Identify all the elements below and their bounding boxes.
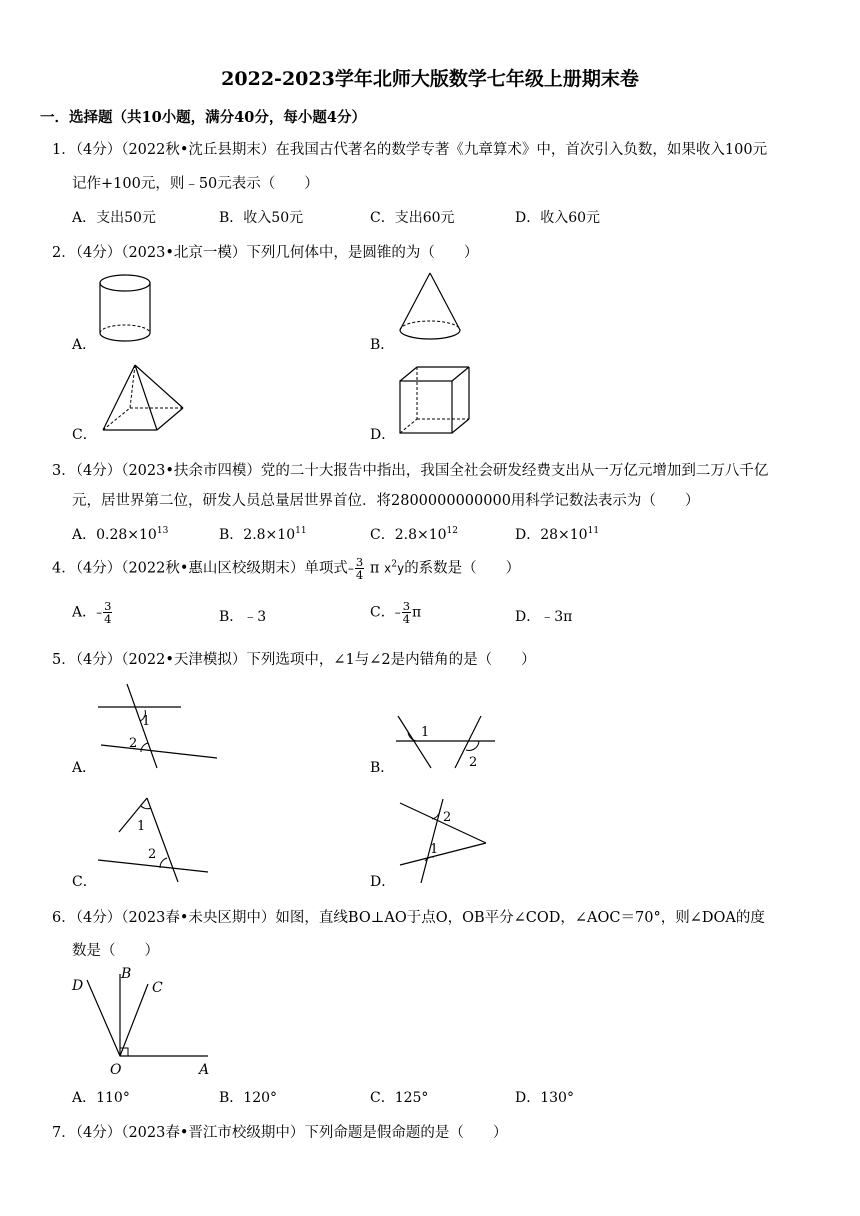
q1-option-a: A．支出50元 [72,210,156,226]
q1-option-d: D．收入60元 [515,210,601,226]
q6-option-b: B．120° [219,1090,278,1106]
q5-label-d: D． [370,874,396,890]
point-o-label: O [110,1062,122,1078]
angle-label-1: 1 [142,714,151,729]
angle-figure-b [393,712,513,772]
q5-label-b: B． [370,760,395,776]
q6-stem-line2: 数是（ ） [72,943,159,959]
q3-option-c: C．$2.8\times 10^{12}$ [370,526,458,543]
point-c-label: C [152,980,163,996]
q3-option-b: B．$2.8\times 10^{11}$ [219,526,307,543]
q4-option-a: A．– $\frac{3}{4}$ [72,599,112,626]
q6-figure [68,962,218,1077]
point-a-label: A [199,1062,210,1078]
q1-option-c: C．支出60元 [370,210,455,226]
q5-stem: 5．（4分）（2022•天津模拟）下列选项中，∠1与∠2是内错角的是（ ） [52,652,536,668]
q3-option-a: A．$0.28\times 10^{13}$ [72,526,169,543]
q2-label-c: C． [72,427,97,443]
q4-option-b: B．﹣3 [219,609,267,625]
q5-label-a: A． [72,760,97,776]
q2-label-a: A． [72,337,97,353]
q1-stem-line2: 记作+100元，则﹣50元表示（ ） [72,176,319,192]
svg-text:2: 2 [148,847,157,862]
q4-option-d: D．﹣3π [515,609,573,625]
page-title: 2022-2023学年北师大版数学七年级上册期末卷 [221,68,639,90]
q5-label-c: C． [72,874,97,890]
angle-figure-d [395,795,495,885]
q7-stem: 7．（4分）（2023春•晋江市校级期中）下列命题是假命题的是（ ） [52,1125,508,1141]
q6-stem-line1: 6．（4分）（2023春•未央区期中）如图，直线BO⊥AO于点O，OB平分∠COD，∠AOC＝70°，则∠DOA的度 [52,910,765,926]
q2-stem: 2．（4分）（2023•北京一模）下列几何体中，是圆锥的为（ ） [52,245,479,261]
angle-figure-c [95,792,215,887]
angle-figure-a [95,680,245,770]
svg-text:1: 1 [430,842,439,857]
q3-stem-line2: 元，居世界第二位，研发人员总量居世界首位．将2800000000000用科学记数法表示为（ ） [72,493,700,509]
svg-text:2: 2 [469,755,478,770]
q4-stem: 4．（4分）（2022秋•惠山区校级期末）单项式– $\frac{3}{4}$ π $x^2y$的系数是（ ） [52,555,521,582]
q6-option-d: D．130° [515,1090,574,1106]
cylinder-figure [95,270,165,350]
q3-option-d: D．$28\times 10^{11}$ [515,526,600,543]
svg-text:1: 1 [137,819,146,834]
q6-option-a: A．110° [72,1090,130,1106]
q2-label-b: B． [370,337,395,353]
q2-label-d: D． [370,427,396,443]
cone-figure [395,268,475,353]
svg-text:1: 1 [421,725,430,740]
point-d-label: D [72,978,84,994]
section-heading: 一．选择题（共10小题，满分40分，每小题4分） [40,109,366,126]
q4-option-c: C．– $\frac{3}{4}$ π [370,599,422,626]
cube-figure [395,363,475,443]
svg-text:2: 2 [443,810,452,825]
q1-stem-line1: 1．（4分）（2022秋•沈丘县期末）在我国古代著名的数学专著《九章算术》中，首次引入负数，如果收入100元 [52,142,768,158]
q6-option-c: C．125° [370,1090,429,1106]
q3-stem-line1: 3．（4分）（2023•扶余市四模）党的二十大报告中指出，我国全社会研发经费支出从一万亿元增加到二万八千亿 [52,463,769,479]
pyramid-figure [95,360,190,440]
point-b-label: B [121,966,132,982]
angle-label-2: 2 [129,736,138,751]
q4-fraction: $\frac{3}{4}$ [355,555,364,582]
q1-option-b: B．收入50元 [219,210,304,226]
